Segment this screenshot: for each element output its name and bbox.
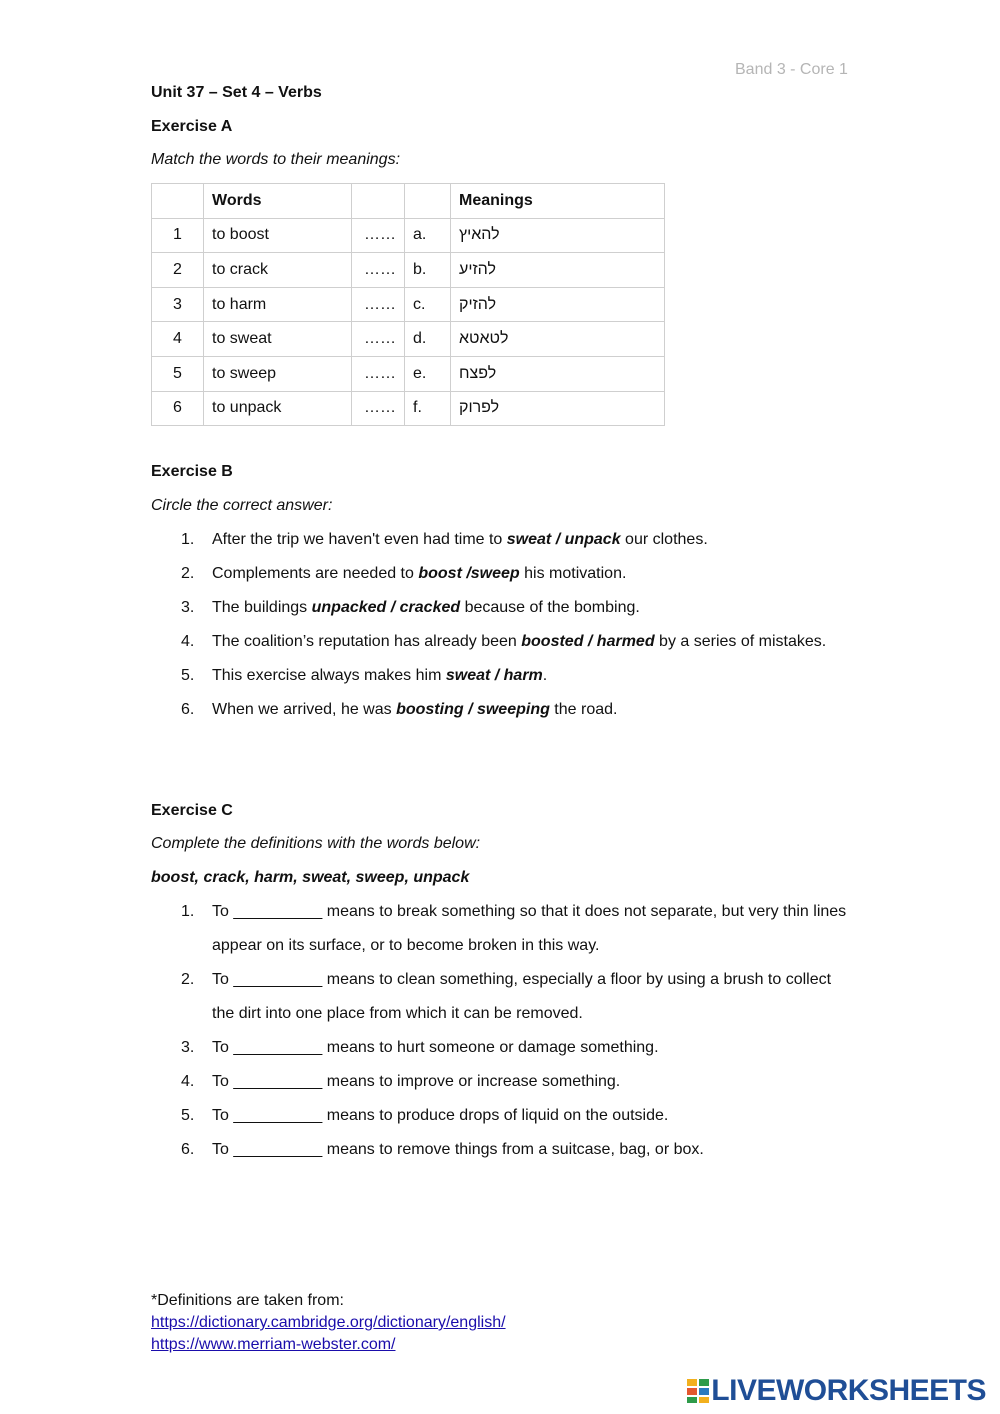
list-item <box>151 557 871 591</box>
row-word: to harm <box>204 287 352 322</box>
row-letter: f. <box>405 391 451 426</box>
list-item <box>151 693 871 727</box>
table-header-row <box>152 184 665 219</box>
cambridge-link[interactable]: https://dictionary.cambridge.org/dictionary/english/ <box>151 1314 506 1331</box>
exercise-c-heading: Exercise C <box>151 802 233 819</box>
list-item <box>151 591 871 625</box>
item-text: his motivation. <box>519 565 627 582</box>
row-letter: c. <box>405 287 451 322</box>
header-letter <box>405 184 451 219</box>
definition-text[interactable]: To __________ means to hurt someone or damage something. <box>212 1039 659 1056</box>
item-text: After the trip we haven't even had time to <box>212 531 507 548</box>
matching-table <box>151 183 665 426</box>
row-num: 3 <box>152 287 204 322</box>
answer-choice[interactable]: boosted / harmed <box>521 633 655 650</box>
exercise-a-heading: Exercise A <box>151 118 233 135</box>
item-number: 1. <box>181 531 195 548</box>
item-number: 4. <box>181 1073 195 1090</box>
table-row <box>152 391 665 426</box>
item-number: 1. <box>181 903 195 920</box>
table-row <box>152 287 665 322</box>
list-item <box>151 963 851 1031</box>
item-number: 5. <box>181 667 195 684</box>
row-word: to unpack <box>204 391 352 426</box>
definition-text[interactable]: To __________ means to break something so that it does not separate, but very thin lines appear on its surface, or to become broken in this way. <box>212 903 847 954</box>
row-meaning: לפרוק <box>451 391 665 426</box>
answer-choice[interactable]: sweat / harm <box>445 667 543 684</box>
row-answer-blank[interactable]: …… <box>352 322 405 357</box>
answer-choice[interactable]: boosting / sweeping <box>396 701 550 718</box>
item-number: 2. <box>181 565 195 582</box>
item-text: . <box>542 667 548 684</box>
answer-choice[interactable]: sweat / unpack <box>506 531 621 548</box>
exercise-c-list <box>151 895 851 1167</box>
table-row <box>152 322 665 357</box>
exercise-b-instruction: Circle the correct answer: <box>151 497 333 514</box>
list-item <box>151 1133 851 1167</box>
row-word: to sweat <box>204 322 352 357</box>
row-meaning: להזיק <box>451 287 665 322</box>
exercise-b-list <box>151 523 871 727</box>
list-item <box>151 1031 851 1065</box>
list-item <box>151 523 871 557</box>
row-num: 5 <box>152 356 204 391</box>
table-row <box>152 218 665 253</box>
band-label: Band 3 - Core 1 <box>735 61 848 78</box>
header-blank <box>352 184 405 219</box>
item-text: because of the bombing. <box>460 599 640 616</box>
exercise-c-instruction: Complete the definitions with the words below: <box>151 835 481 852</box>
row-meaning: לטאטא <box>451 322 665 357</box>
item-number: 5. <box>181 1107 195 1124</box>
row-meaning: להאיץ <box>451 218 665 253</box>
header-words: Words <box>204 184 352 219</box>
item-number: 6. <box>181 1141 195 1158</box>
row-answer-blank[interactable]: …… <box>352 287 405 322</box>
row-meaning: להזיע <box>451 253 665 288</box>
footer-note: *Definitions are taken from: <box>151 1292 344 1309</box>
exercise-b-heading: Exercise B <box>151 463 233 480</box>
row-num: 6 <box>152 391 204 426</box>
page-title: Unit 37 – Set 4 – Verbs <box>151 84 322 101</box>
item-text: When we arrived, he was <box>212 701 397 718</box>
item-text: Complements are needed to <box>212 565 419 582</box>
row-meaning: לפצח <box>451 356 665 391</box>
word-bank: boost, crack, harm, sweat, sweep, unpack <box>151 869 470 886</box>
item-text: the road. <box>549 701 618 718</box>
item-number: 2. <box>181 971 195 988</box>
logo-grid-icon <box>687 1379 709 1403</box>
row-word: to crack <box>204 253 352 288</box>
row-answer-blank[interactable]: …… <box>352 356 405 391</box>
row-letter: a. <box>405 218 451 253</box>
row-answer-blank[interactable]: …… <box>352 218 405 253</box>
row-answer-blank[interactable]: …… <box>352 391 405 426</box>
footer <box>151 1290 506 1356</box>
row-answer-blank[interactable]: …… <box>352 253 405 288</box>
list-item <box>151 659 871 693</box>
table-row <box>152 356 665 391</box>
answer-choice[interactable]: unpacked / cracked <box>311 599 461 616</box>
list-item <box>151 625 842 659</box>
logo-text: LIVEWORKSHEETS <box>711 1374 986 1407</box>
liveworksheets-logo[interactable] <box>687 1374 986 1408</box>
list-item <box>151 895 851 963</box>
row-num: 2 <box>152 253 204 288</box>
row-letter: d. <box>405 322 451 357</box>
definition-text[interactable]: To __________ means to produce drops of liquid on the outside. <box>212 1107 669 1124</box>
list-item <box>151 1065 851 1099</box>
item-text: our clothes. <box>620 531 708 548</box>
definition-text[interactable]: To __________ means to remove things from a suitcase, bag, or box. <box>212 1141 704 1158</box>
row-num: 1 <box>152 218 204 253</box>
item-number: 6. <box>181 701 195 718</box>
item-number: 3. <box>181 599 195 616</box>
row-word: to sweep <box>204 356 352 391</box>
row-letter: e. <box>405 356 451 391</box>
item-text: The buildings <box>212 599 312 616</box>
item-text: The coalition’s reputation has already been <box>212 633 522 650</box>
row-letter: b. <box>405 253 451 288</box>
row-word: to boost <box>204 218 352 253</box>
answer-choice[interactable]: boost /sweep <box>418 565 520 582</box>
definition-text[interactable]: To __________ means to improve or increase something. <box>212 1073 621 1090</box>
item-number: 3. <box>181 1039 195 1056</box>
merriam-webster-link[interactable]: https://www.merriam-webster.com/ <box>151 1336 396 1353</box>
definition-text[interactable]: To __________ means to clean something, especially a floor by using a brush to collect the dirt into one place from which it can be removed. <box>212 971 832 1022</box>
item-text: This exercise always makes him <box>212 667 446 684</box>
exercise-a-instruction: Match the words to their meanings: <box>151 151 401 168</box>
item-text: by a series of mistakes. <box>654 633 827 650</box>
row-num: 4 <box>152 322 204 357</box>
item-number: 4. <box>181 633 195 650</box>
list-item <box>151 1099 851 1133</box>
table-row <box>152 253 665 288</box>
header-meanings: Meanings <box>451 184 665 219</box>
header-num <box>152 184 204 219</box>
